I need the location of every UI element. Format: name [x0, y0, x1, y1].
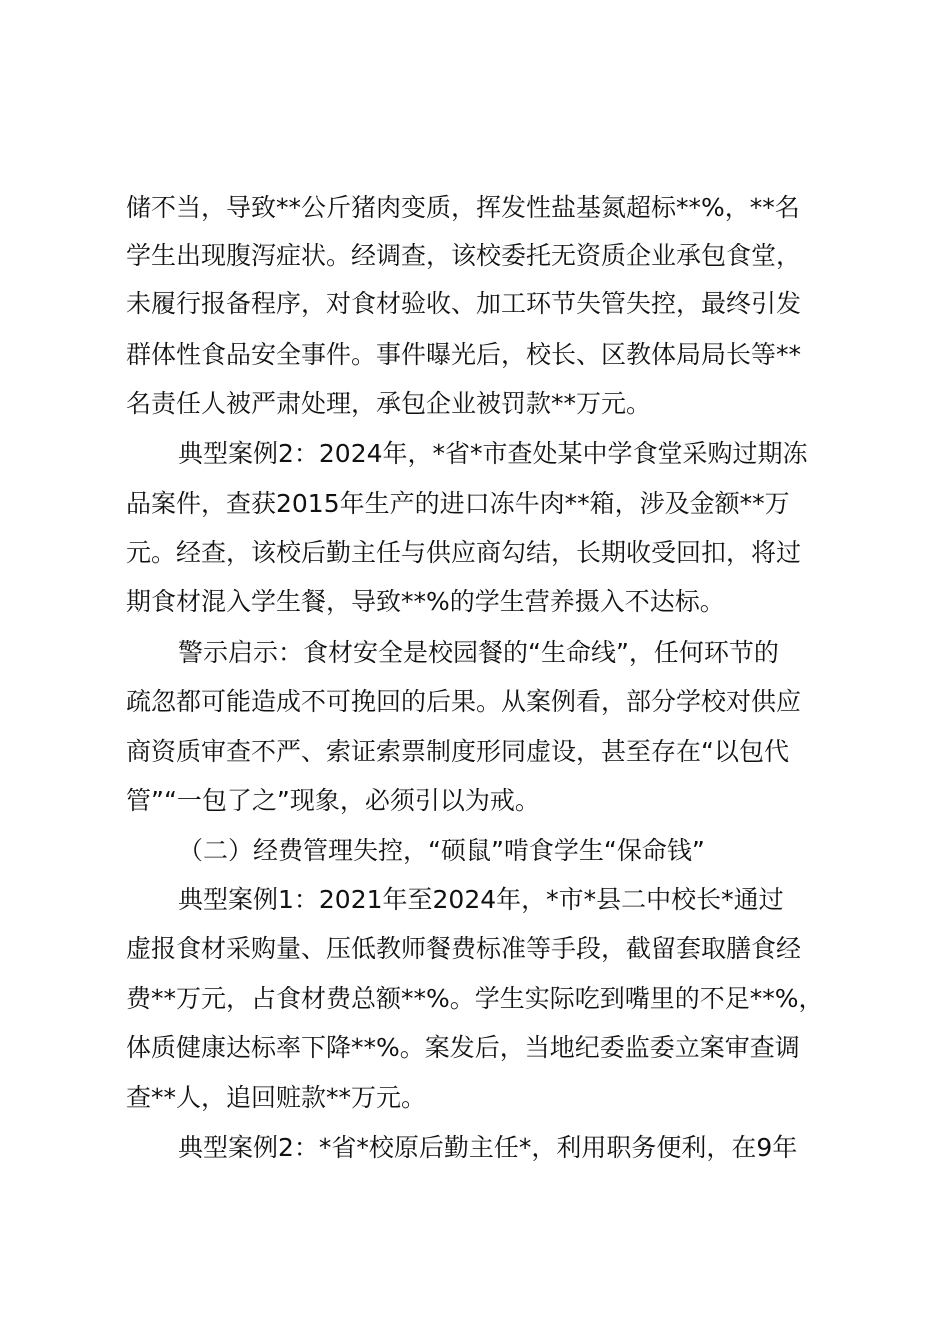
text-line: 体质健康达标率下降**%。案发后，当地纪委监委立案审查调: [126, 1033, 800, 1062]
paragraph-first-line: 典型案例2：2024年，*省*市查处某中学食堂采购过期冻: [178, 439, 808, 468]
text-line: 疏忽都可能造成不可挽回的后果。从案例看，部分学校对供应: [126, 687, 802, 716]
section-heading: （二）经费管理失控，“硕鼠”啃食学生“保命钱”: [178, 836, 705, 865]
paragraph-first-line: 警示启示：食材安全是校园餐的“生命线”，任何环节的: [178, 638, 779, 667]
text-line: 名责任人被严肃处理，承包企业被罚款**万元。: [126, 389, 652, 418]
text-line: 学生出现腹泻症状。经调查，该校委托无资质企业承包食堂，: [126, 241, 802, 270]
text-line: 商资质审查不严、索证索票制度形同虚设，甚至存在“以包代: [126, 737, 789, 766]
text-line: 未履行报备程序，对食材验收、加工环节失管失控，最终引发: [126, 289, 802, 318]
paragraph-first-line: 典型案例2：*省*校原后勤主任*，利用职务便利，在9年: [178, 1133, 798, 1162]
text-line: 品案件，查获2015年生产的进口冻牛肉**箱，涉及金额**万: [126, 489, 790, 518]
text-line: 管”“一包了之”现象，必须引以为戒。: [126, 786, 540, 815]
text-line: 期食材混入学生餐，导致**%的学生营养摄入不达标。: [126, 587, 725, 616]
text-line: 储不当，导致**公斤猪肉变质，挥发性盐基氮超标**%，**名: [126, 193, 800, 222]
text-line: 元。经查，该校后勤主任与供应商勾结，长期收受回扣，将过: [126, 538, 802, 567]
text-line: 费**万元，占食材费总额**%。学生实际吃到嘴里的不足**%，: [126, 984, 824, 1013]
paragraph-first-line: 典型案例1：2021年至2024年，*市*县二中校长*通过: [178, 885, 784, 914]
text-line: 查**人，追回赃款**万元。: [126, 1083, 427, 1112]
text-line: 虚报食材采购量、压低教师餐费标准等手段，截留套取膳食经: [126, 934, 802, 963]
text-line: 群体性食品安全事件。事件曝光后，校长、区教体局局长等**: [126, 340, 802, 369]
